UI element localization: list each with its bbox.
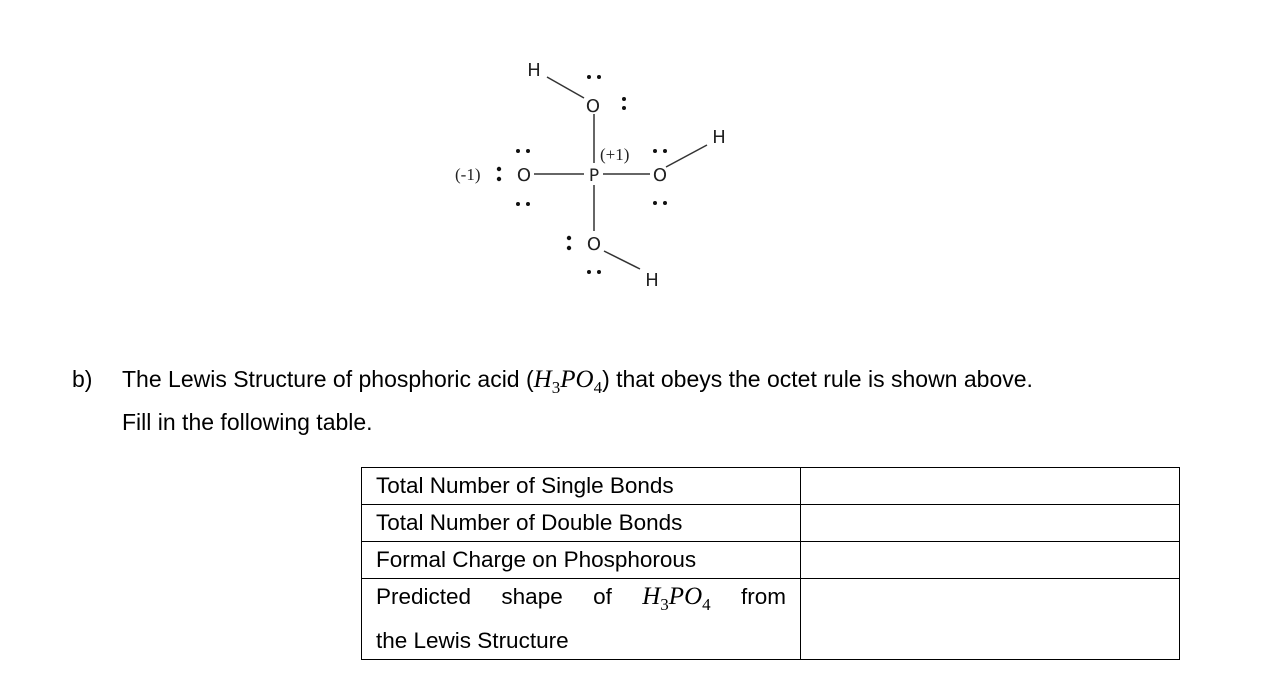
table-row: [362, 579, 1180, 660]
atom-h-top: H: [527, 60, 541, 81]
row-label-double-bonds: Total Number of Double Bonds: [362, 505, 801, 542]
charge-phosphorus: (+1): [600, 145, 630, 164]
lewis-structure-diagram: [0, 0, 1272, 330]
table-row: [362, 505, 1180, 542]
question-letter: b): [72, 366, 93, 392]
answer-cell-single-bonds[interactable]: [801, 468, 1180, 505]
atom-h-right: H: [712, 127, 726, 148]
atom-o-left: O: [516, 165, 532, 186]
table-row: [362, 542, 1180, 579]
row-label-single-bonds: Total Number of Single Bonds: [362, 468, 801, 505]
atom-o-top: O: [585, 96, 601, 117]
answer-table: [361, 467, 1180, 660]
answer-cell-formal-charge[interactable]: [801, 542, 1180, 579]
answer-cell-double-bonds[interactable]: [801, 505, 1180, 542]
question-instruction: Fill in the following table.: [122, 409, 373, 435]
answer-cell-predicted-shape[interactable]: [801, 579, 1180, 660]
atom-o-right: O: [652, 165, 668, 186]
charge-left-oxygen: (-1): [455, 165, 481, 184]
formula-h3po4-table: $H_3PO_4$: [642, 583, 711, 614]
bond-o-bottom-h: [604, 251, 640, 269]
bond-h-o-top: [547, 77, 584, 98]
formula-h3po4: $H_3PO_4$: [533, 366, 603, 397]
atom-o-bottom: O: [586, 234, 602, 255]
row-label-predicted-shape: [362, 579, 801, 660]
atom-h-bottom: H: [645, 270, 659, 291]
row-label-formal-charge: Formal Charge on Phosphorous: [362, 542, 801, 579]
question-text-after: ) that obeys the octet rule is shown above.: [602, 366, 1033, 392]
predicted-shape-line1: Predicted shape of $H_3PO_4$ from: [376, 579, 786, 623]
predicted-shape-line2: the Lewis Structure: [376, 628, 569, 653]
table-row: [362, 468, 1180, 505]
question-text-before: The Lewis Structure of phosphoric acid (: [122, 366, 534, 392]
bond-o-right-h: [666, 145, 707, 167]
question-text: [122, 362, 1202, 440]
atom-p: P: [588, 166, 600, 186]
